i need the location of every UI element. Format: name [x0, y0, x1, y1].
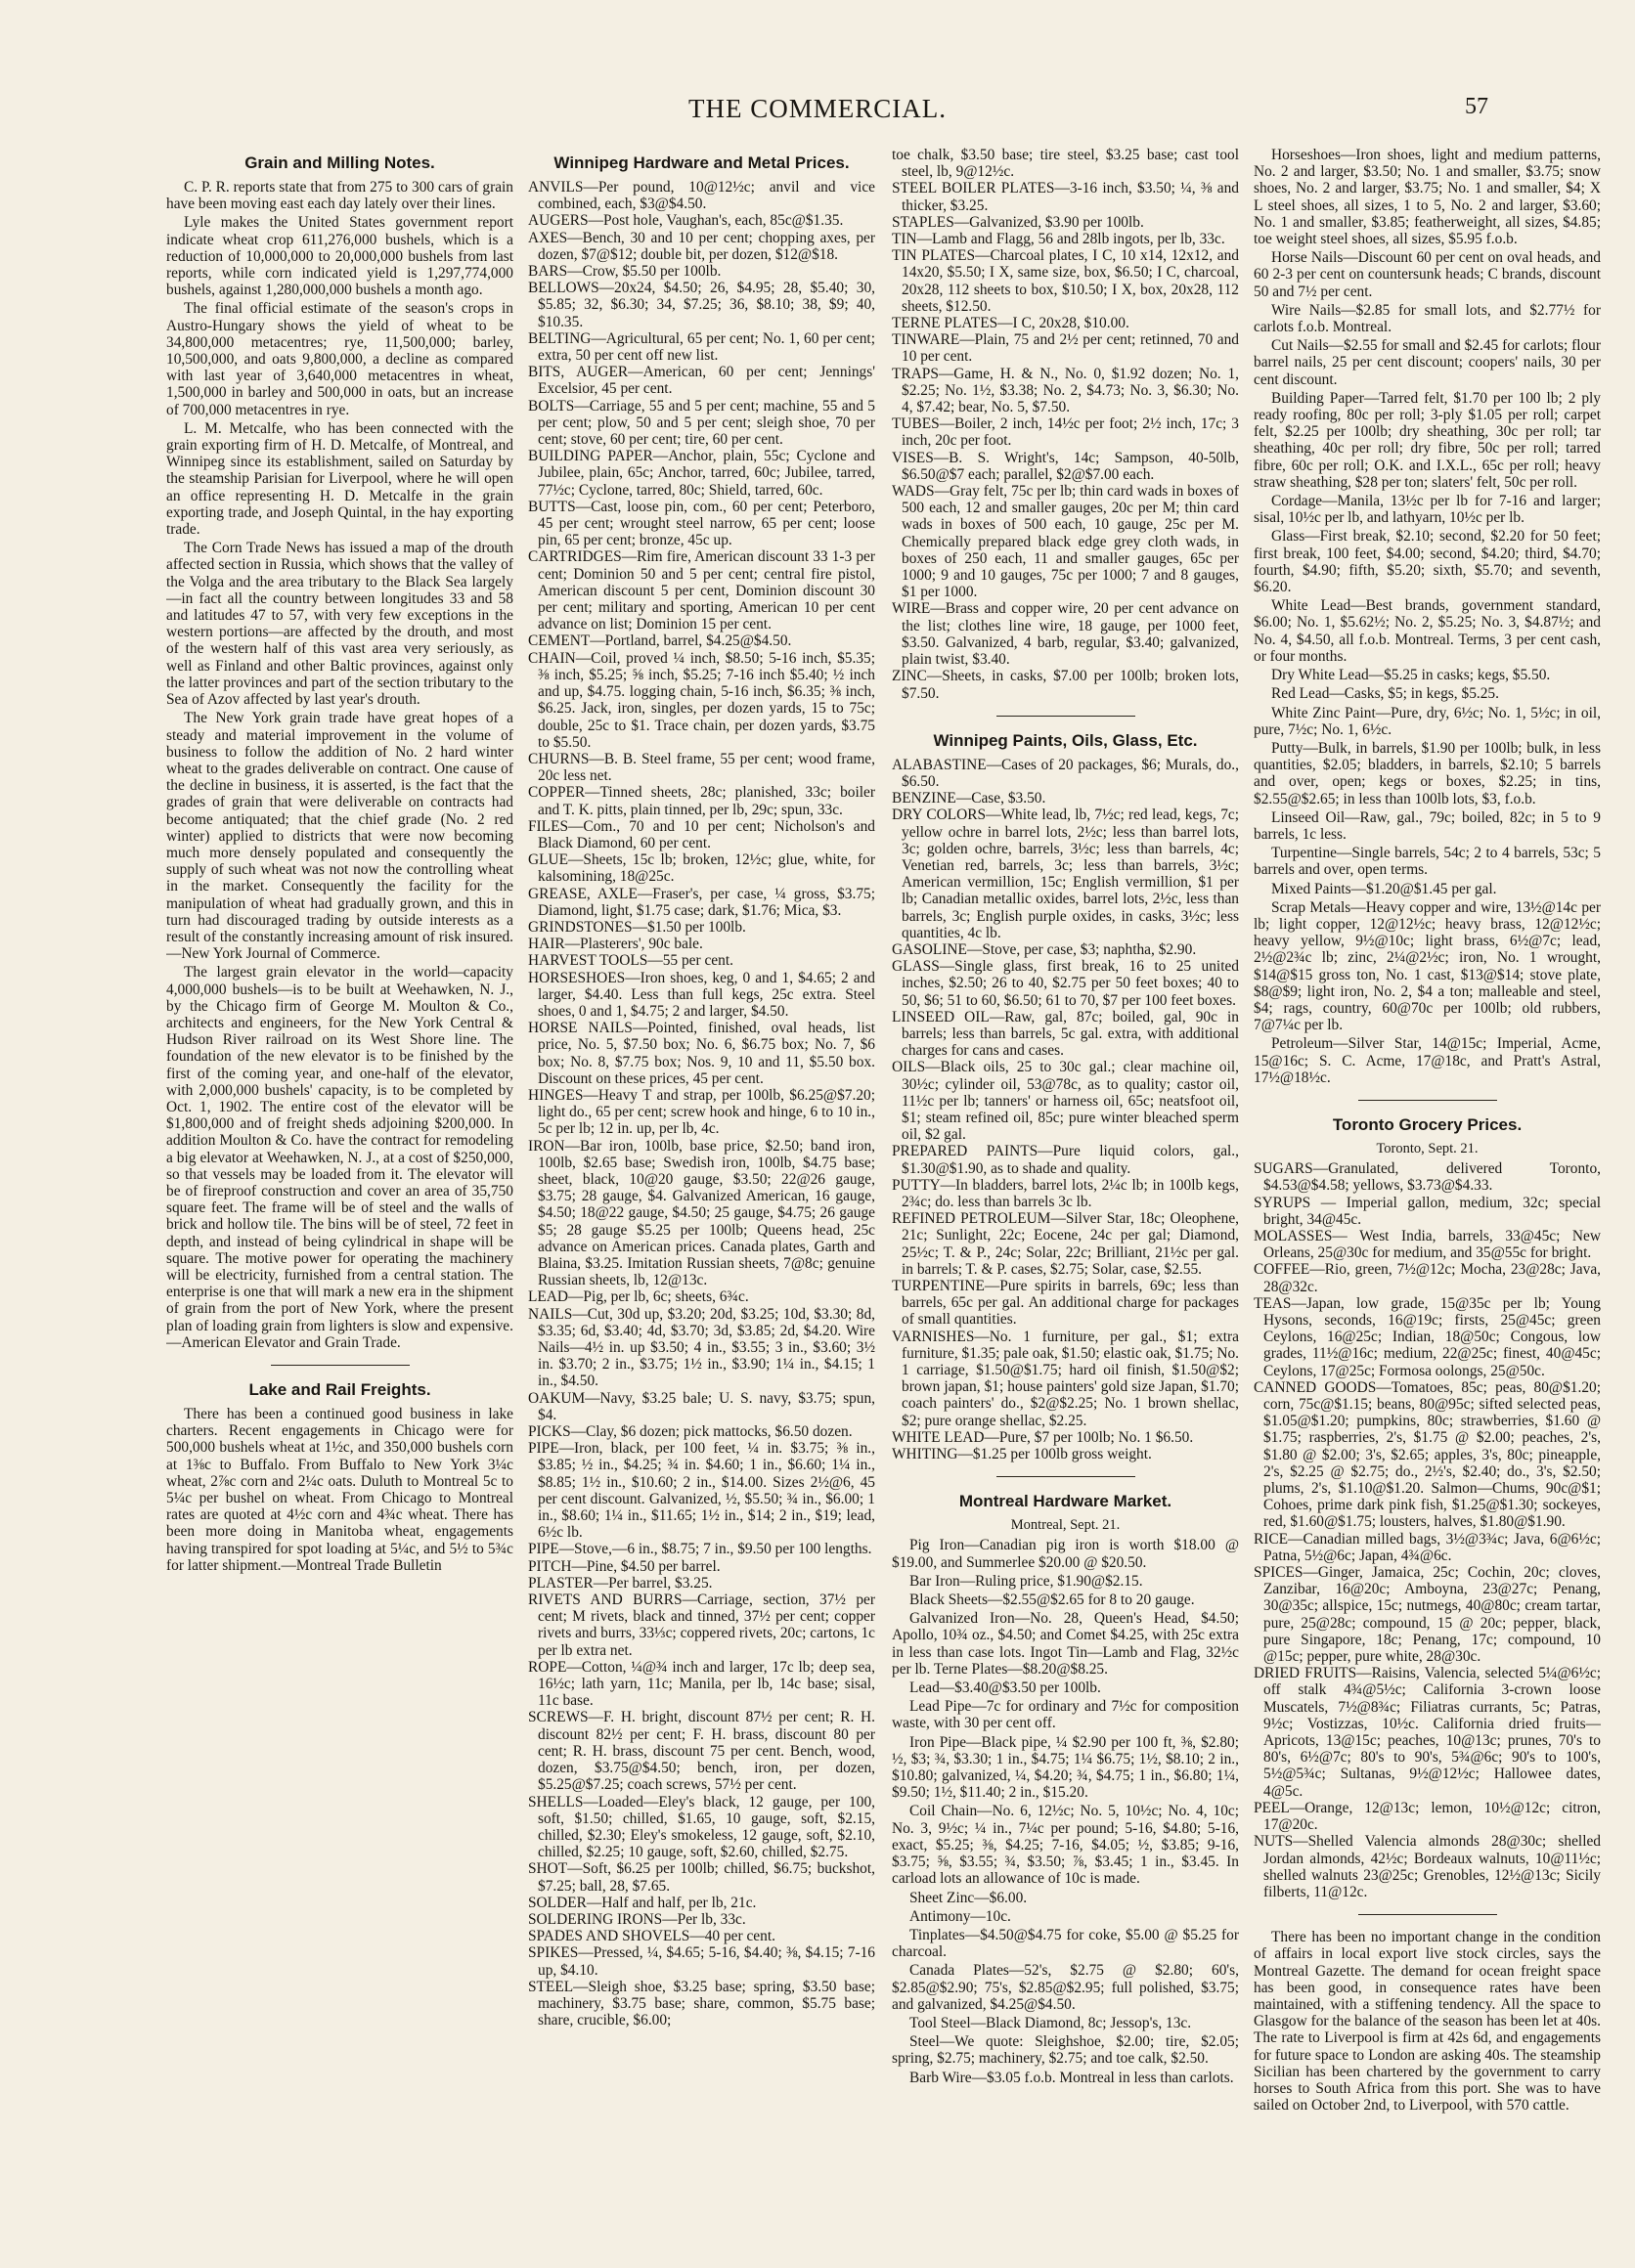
price-entry: SPIKES—Pressed, ¼, $4.65; 5-16, $4.40; ⅜, $4.15; 7-16 up, $4.10. [528, 1944, 875, 1979]
grain-paragraph: C. P. R. reports state that from 275 to 300 cars of grain have been moving east each day lately over their lines. [166, 179, 513, 213]
price-entry: GREASE, AXLE—Fraser's, per case, ¼ gross, $3.75; Diamond, light, $1.75 case; dark, $1.76; Mica, $3. [528, 885, 875, 919]
price-entry: OAKUM—Navy, $3.25 bale; U. S. navy, $3.75; spun, $4. [528, 1389, 875, 1423]
price-entry: TEAS—Japan, low grade, 15@35c per lb; Young Hysons, seconds, 16@19c; firsts, 25@45c; green Ceylons, 16@25c; Indian, 18@50c; Congous, low grades, 11½@16c; medium, 22@25c; finest, 40@45c; Ceylons, 17@25c; Formosa oolongs, 25@50c. [1254, 1294, 1601, 1379]
price-entry: STEEL—Sleigh shoe, $3.25 base; spring, $3.50 base; machinery, $3.75 base; share, common, $5.75 base; share, crucible, $6.00; [528, 1978, 875, 2029]
price-entry: CANNED GOODS—Tomatoes, 85c; peas, 80@$1.20; corn, 75c@$1.15; beans, 80@95c; sifted selected peas, $1.05@$1.20; pumpkins, 80c; strawberries, $1.60 @ $1.75; raspberries, 2's, $1.75 @ $2.00; peaches, 2's, $1.80 @ $2.00; 3's, $2.65; apples, 3's, 80c; pineapple, 2's, $2.25 @ $2.75; do., 2½'s, $2.40; do., 3's, $2.50; plums, 2's, $1.10@$1.20. Salmon—Chums, 90c@$1; Cohoes, prime dark pink fish, $1.25@$1.30; sockeyes, red, $1.60@$1.75; lousters, halves, $1.80@$1.90. [1254, 1378, 1601, 1531]
price-entry: ALABASTINE—Cases of 20 packages, $6; Murals, do., $6.50. [892, 756, 1239, 790]
price-entry: REFINED PETROLEUM—Silver Star, 18c; Oleophene, 21c; Sunlight, 22c; Eocene, 24c per gal; Diamond, 25½c; T. & P., 24c; Solar, 22c; Brilliant, 21½c per gal. in barrels; T. & P. cases, $2.75; Solar, case, $2.55. [892, 1210, 1239, 1278]
price-entry: PLASTER—Per barrel, $3.25. [528, 1574, 713, 1592]
price-entry: toe chalk, $3.50 base; tire steel, $3.25 base; cast tool steel, lb, 9@12½c. [892, 147, 1239, 181]
price-entry: SHELLS—Loaded—Eley's black, 12 gauge, per 100, soft, $1.50; chilled, $1.65, 10 gauge, soft, $2.15, chilled, $2.30; Eley's smokeless, 12 gauge, soft, $2.10, chilled, $2.25; 10 gauge, soft, $2.60, chilled, $2.75. [528, 1793, 875, 1861]
price-entry: BARS—Crow, $5.50 per 100lb. [528, 263, 722, 281]
price-entry: SHOT—Soft, $6.25 per 100lb; chilled, $6.75; buckshot, $7.25; ball, 28, $7.65. [528, 1860, 875, 1895]
grain-paragraph: The largest grain elevator in the world—capacity 4,000,000 bushels—is to be built at Weehawken, N. J., by the Chicago firm of George M. Moulton & Co., architects and engineers, for the New York Central & Hudson River railroad on its West Shore line. The foundation of the new elevator is to be finished by the first of the coming year, and one-half of the elevator, with 2,000,000 bushels' capacity, is to be completed by Oct. 1, 1902. The entire cost of the elevator will be $1,800,000 and of freight sheds adjoining $200,000. In addition Moulton & Co. have the contract for remodeling a big elevator at Weehawken, N. J., at a cost of $250,000, so that vessels may be loaded from it. The elevator will be of fireproof construction and cover an area of 35,750 square feet. The frame will be of steel and the walls of brick and hollow tile. The bins will be of steel, 72 feet in depth, and instead of being cylindrical in shape will be square. The motive power for operating the machinery will be electricity, furnished from a central station. The enterprise is one that will mark a new era in the shipment of grain from the port of New York, where the present plan of loading grain from lighters is slow and expensive.—American Elevator and Grain Trade. [166, 964, 513, 1351]
price-entry: GRINDSTONES—$1.50 per 100lb. [528, 918, 746, 936]
price-entry: WHITE LEAD—Pure, $7 per 100lb; No. 1 $6.50. [892, 1428, 1194, 1446]
price-entry: COFFEE—Rio, green, 7½@12c; Mocha, 23@28c; Java, 28@32c. [1254, 1261, 1601, 1295]
grain-paragraph: Lyle makes the United States government report indicate wheat crop 611,276,000 bushels, which is a reduction of 10,000,000 to 20,000,000 bushels from last reports, while corn indicated yield is 1,297,774,000 bushels, against 1,280,000,000 bushels a month ago. [166, 214, 513, 299]
column-2 [528, 147, 875, 2248]
freights-paragraph: There has been a continued good business in lake charters. Recent engagements in Chicago were for 500,000 bushels wheat at 1½c, and 350,000 bushels corn at 1⅜c to Buffalo. From Buffalo to New York 3¼c wheat, 2⅞c corn and 2¼c oats. Duluth to Montreal 5c to 5¼c per bushel on wheat. From Chicago to Montreal rates are quoted at 4½c corn and 4¾c wheat. There has been more doing in Manitoba wheat, engagements having transpired for spot loading at 5¼c, and 5½ to 5¾c for latter shipment.—Montreal Trade Bulletin [166, 1406, 513, 1574]
price-entry: BOLTS—Carriage, 55 and 5 per cent; machine, 55 and 5 per cent; plow, 50 and 5 per cent; sleigh shoe, 70 per cent; stove, 60 per cent; tire, 60 per cent. [528, 397, 875, 449]
price-entry: OILS—Black oils, 25 to 30c gal.; clear machine oil, 30½c; cylinder oil, 53@78c, as to quality; castor oil, 11½c per lb; tanners' or harness oil, 65c; neatsfoot oil, $1; steam refined oil, 85c; pure winter bleached sperm oil, $2 gal. [892, 1059, 1239, 1144]
page-number: 57 [1465, 94, 1488, 119]
price-entry: BUILDING PAPER—Anchor, plain, 55c; Cyclone and Jubilee, plain, 65c; Anchor, tarred, 60c; Jubilee, tarred, 77½c; Cyclone, tarred, 80c; Shield, tarred, 60c. [528, 448, 875, 499]
price-entry: Canada Plates—52's, $2.75 @ $2.80; 60's, $2.85@$2.90; 75's, $2.85@$2.95; full polished, $3.75; and galvanized, $4.25@$4.50. [892, 1962, 1239, 2013]
publication-title: THE COMMERCIAL. [688, 94, 947, 123]
price-entry: IRON—Bar iron, 100lb, base price, $2.50; band iron, 100lb, $2.65 base; Swedish iron, 100lb, $4.75 base; sheet, black, 10@20 gauge, $3.50; 22@26 gauge, $3.75; 28 gauge, $4. Galvanized American, 16 gauge, $4.50; 18@22 gauge, $4.50; 25 gauge, $4.75; 26 gauge $5; 28 gauge $5.25 per 100lb; Queens head, 25c advance on American prices. Canada plates, Garth and Blaina, $3.25. Imitation Russian sheets, 7@8c; genuine Russian sheets, lb, 12@13c. [528, 1137, 875, 1289]
price-entry: Glass—First break, $2.10; second, $2.20 for 50 feet; first break, 100 feet, $4.00; second, $4.20; third, $4.70; fourth, $4.90; fifth, $5.20; sixth, $5.70; and seventh, $6.20. [1254, 528, 1601, 596]
price-entry: BELLOWS—20x24, $4.50; 26, $4.95; 28, $5.40; 30, $5.85; 32, $6.30; 34, $7.25; 36, $8.10; 38, $9; 40, $10.35. [528, 280, 875, 330]
price-entry: WADS—Gray felt, 75c per lb; thin card wads in boxes of 500 each, 12 and smaller gauges, 20c per M; thin card wads in boxes of 500 each, 10 gauge, 25c per M. Chemically prepared black edge grey cloth wads, in boxes of 250 each, 11 and smaller gauges, 65c per 1000; 9 and 10 gauges, 75c per 1000; 7 and 8 gauges, $1 per 1000. [892, 483, 1239, 601]
price-entry: WIRE—Brass and copper wire, 20 per cent advance on the list; clothes line wire, 18 gauge, per 1000 feet, $3.50. Galvanized, 4 barb, regular, $3.40; galvanized, plain twist, $3.40. [892, 600, 1239, 669]
price-entry: Lead—$3.40@$3.50 per 100lb. [909, 1679, 1101, 1697]
price-entry: STEEL BOILER PLATES—3-16 inch, $3.50; ¼, ⅜ and thicker, $3.25. [892, 180, 1239, 214]
live-stock-paragraph: There has been no important change in the condition of affairs in local export live stock circles, says the Montreal Gazette. The demand for ocean freight space has been good, in consequence rates have been maintained, with a stiffening tendency. All the space to Glasgow for the balance of the season has been let at 40s. The rate to Liverpool is firm at 42s 6d, and engagements for future space to London are asking 40s. The steamship Sicilian has been chartered by the government to carry horses to South Africa from this port. She was to have sailed on October 2nd, to Liverpool, with 570 cattle. [1254, 1929, 1601, 2115]
price-entry: PIPE—Iron, black, per 100 feet, ¼ in. $3.75; ⅜ in., $3.85; ½ in., $4.25; ¾ in. $4.60; 1 in., $6.60; 1¼ in., $8.85; 1½ in., $10.60; 2 in., $14.00. Sizes 2½@6, 45 per cent discount. Galvanized, ½, $5.50; ¾ in., $6.00; 1 in., $8.60; 1¼ in., $11.65; 1½ in., $14; 2 in., $19; lead, 6½c lb. [528, 1440, 875, 1542]
price-entry: BITS, AUGER—American, 60 per cent; Jennings' Excelsior, 45 per cent. [528, 364, 875, 398]
price-entry: Dry White Lead—$5.25 in casks; kegs, $5.50. [1271, 667, 1551, 684]
price-entry: HORSE NAILS—Pointed, finished, oval heads, list price, No. 5, $7.50 box; No. 6, $6.75 box; No. 7, $6 box; No. 8, $7.75 box; Nos. 9, 10 and 11, $5.50 box. Discount on these prices, 45 per cent. [528, 1020, 875, 1087]
price-entry: Linseed Oil—Raw, gal., 79c; boiled, 82c; in 5 to 9 barrels, 1c less. [1254, 808, 1601, 843]
price-entry: CHURNS—B. B. Steel frame, 55 per cent; wood frame, 20c less net. [528, 750, 875, 785]
price-entry: SOLDERING IRONS—Per lb, 33c. [528, 1910, 746, 1928]
price-entry: Pig Iron—Canadian pig iron is worth $18.00 @ $19.00, and Summerlee $20.00 @ $20.50. [892, 1537, 1239, 1571]
grain-paragraph: L. M. Metcalfe, who has been connected with the grain exporting firm of H. D. Metcalfe, of Montreal, and Winnipeg since its establishment, sailed on Saturday by the steamship Parisian for Liverpool, where he will open an office representing H. D. Metcalfe in the grain exporting trade, and Joseph Quintal, in the hay exporting trade. [166, 419, 513, 539]
price-entry: AUGERS—Post hole, Vaughan's, each, 85c@$1.35. [528, 212, 844, 230]
section-divider [271, 1365, 410, 1366]
price-entry: PEEL—Orange, 12@13c; lemon, 10½@12c; citron, 17@20c. [1254, 1799, 1601, 1834]
hardware-price-list [528, 179, 875, 2028]
price-entry: WHITING—$1.25 per 100lb gross weight. [892, 1446, 1152, 1463]
price-entry: Barb Wire—$3.05 f.o.b. Montreal in less than carlots. [909, 2069, 1234, 2086]
price-entry: NAILS—Cut, 30d up, $3.20; 20d, $3.25; 10d, $3.30; 8d, $3.35; 6d, $3.40; 4d, $3.70; 3d, $3.85; 2d, $4.20. Wire Nails—4½ in. up $3.50; 4 in., $3.55; 3 in., $3.60; 3½ in. $3.70; 2 in., $3.75; 1½ in., $3.90; 1¼ in., $4.15; 1 in., $4.50. [528, 1305, 875, 1390]
price-entry: NUTS—Shelled Valencia almonds 28@30c; shelled Jordan almonds, 42½c; Bordeaux walnuts, 10@11½c; shelled walnuts 23@25c; Grenobles, 12½@13c; Sicily filberts, 11@12c. [1254, 1833, 1601, 1900]
price-entry: TIN—Lamb and Flagg, 56 and 28lb ingots, per lb, 33c. [892, 231, 1225, 248]
section-divider [1358, 1100, 1497, 1101]
price-entry: RICE—Canadian milled bags, 3½@3¾c; Java, 6@6½c; Patna, 5½@6c; Japan, 4¾@6c. [1254, 1530, 1601, 1564]
montreal-price-list-continued [1254, 147, 1601, 1086]
price-entry: TERNE PLATES—I C, 20x28, $10.00. [892, 315, 1129, 332]
price-entry: CEMENT—Portland, barrel, $4.25@$4.50. [528, 632, 792, 650]
price-entry: White Lead—Best brands, government standard, $6.00; No. 1, $5.62½; No. 2, $5.25; No. 3, $4.87½; and No. 4, $4.50, all f.o.b. Montreal. Terms, 3 per cent cash, or four months. [1254, 597, 1601, 665]
toronto-grocery-heading: Toronto Grocery Prices. [1332, 1114, 1523, 1134]
price-entry: Bar Iron—Ruling price, $1.90@$2.15. [909, 1572, 1143, 1590]
column-1 [166, 147, 513, 2248]
price-entry: VARNISHES—No. 1 furniture, per gal., $1; extra furniture, $1.35; pale oak, $1.50; elastic oak, $1.75; No. 1 carriage, $1.50@$1.75; hard oil finish, $1.50@$2; brown japan, $1; house painters' gold size Japan, $1.70; coach painters' do., $2@$2.25; No. 1 brown shellac, $2; pure orange shellac, $2.25. [892, 1328, 1239, 1429]
paints-heading: Winnipeg Paints, Oils, Glass, Etc. [933, 730, 1198, 750]
price-entry: Turpentine—Single barrels, 54c; 2 to 4 barrels, 53c; 5 barrels and over, open terms. [1254, 845, 1601, 879]
price-entry: SOLDER—Half and half, per lb, 21c. [528, 1894, 757, 1911]
price-entry: HORSESHOES—Iron shoes, keg, 0 and 1, $4.65; 2 and larger, $4.40. Less than full kegs, 25c extra. Steel shoes, 0 and 1, $4.75; 2 and larger, $4.50. [528, 969, 875, 1020]
price-entry: Wire Nails—$2.85 for small lots, and $2.77½ for carlots f.o.b. Montreal. [1254, 301, 1601, 336]
price-entry: AXES—Bench, 30 and 10 per cent; chopping axes, per dozen, $7@$12; double bit, per dozen, $12@$18. [528, 229, 875, 263]
price-entry: SYRUPS — Imperial gallon, medium, 32c; special bright, 34@45c. [1254, 1194, 1601, 1228]
price-entry: Steel—We quote: Sleighshoe, $2.00; tire, $2.05; spring, $2.75; machinery, $2.75; and toe calk, $2.50. [892, 2033, 1239, 2068]
price-entry: COPPER—Tinned sheets, 28c; planished, 33c; boiler and T. K. pitts, plain tinned, per lb, 29c; spun, 33c. [528, 784, 875, 818]
paints-price-list [892, 757, 1239, 1463]
grain-notes-heading: Grain and Milling Notes. [244, 153, 435, 172]
price-entry: PIPE—Stove,—6 in., $8.75; 7 in., $9.50 per 100 lengths. [528, 1541, 872, 1558]
price-entry: Lead Pipe—7c for ordinary and 7½c for composition waste, with 30 per cent off. [892, 1698, 1239, 1732]
price-entry: Red Lead—Casks, $5; in kegs, $5.25. [1271, 685, 1499, 703]
price-entry: BENZINE—Case, $3.50. [892, 790, 1046, 807]
price-entry: Cut Nails—$2.55 for small and $2.45 for carlots; flour barrel nails, 25 per cent discount; coopers' nails, 30 per cent discount. [1254, 337, 1601, 388]
montreal-price-list [892, 1537, 1239, 2085]
price-entry: BELTING—Agricultural, 65 per cent; No. 1, 60 per cent; extra, 50 per cent off new list. [528, 329, 875, 365]
price-entry: FILES—Com., 70 and 10 per cent; Nicholson's and Black Diamond, 60 per cent. [528, 817, 875, 851]
price-entry: PREPARED PAINTS—Pure liquid colors, gal., $1.30@$1.90, as to shade and quality. [892, 1143, 1239, 1177]
toronto-price-list [1254, 1160, 1601, 1900]
price-entry: Cordage—Manila, 13½c per lb for 7-16 and larger; sisal, 10½c per lb, and lathyarn, 10½c per lb. [1254, 493, 1601, 527]
price-entry: BUTTS—Cast, loose pin, com., 60 per cent; Peterboro, 45 per cent; wrought steel narrow, 65 per cent; loose pin, 65 per cent; bronze, 45c up. [528, 498, 875, 549]
grain-paragraph: The New York grain trade have great hopes of a steady and material improvement in the volume of business to follow the addition of No. 2 hard winter wheat to the grades deliverable on contract. One cause of the decline in business, it is asserted, is the fact that the grades of grain that were deliverable on contracts had become antiquated; that the chief grade (No. 2 red winter) applied to districts that were now becoming much more densely populated and consequently the supply of such wheat was not now the controlling wheat in the market. Consequently the facility for the manipulation of wheat had gradually grown, and this in turn had discouraged trading by outside interests as a result of the constantly increasing amount of risk insured.—New York Journal of Commerce. [166, 710, 513, 963]
montreal-dateline: Montreal, Sept. 21. [1010, 1517, 1121, 1534]
price-entry: Scrap Metals—Heavy copper and wire, 13½@14c per lb; light copper, 12@12½c; heavy brass, 12@12½c; heavy yellow, 9½@10c; light brass, 6½@7c; lead, 2½@2¾c lb; zinc, 2¼@2½c; iron, No. 1 wrought, $14@$15 gross ton, No. 1 cast, $13@$14; stove plate, $8@$9; light iron, No. 2, $4 a ton; malleable and steel, $4; rags, country, 60@70c per 100lb; old rubbers, 7@7¼c per lb. [1254, 898, 1601, 1034]
price-entry: TUBES—Boiler, 2 inch, 14½c per foot; 2½ inch, 17c; 3 inch, 20c per foot. [892, 415, 1239, 450]
price-entry: RIVETS AND BURRS—Carriage, section, 37½ per cent; M rivets, black and tinned, 37½ per cent; copper rivets and burrs, 33⅓c; coppered rivets, 20c; cartons, 1c per lb extra net. [528, 1592, 875, 1659]
price-entry: CHAIN—Coil, proved ¼ inch, $8.50; 5-16 inch, $5.35; ⅜ inch, $5.25; ⅝ inch, $5.25; 7-16 inch $5.40; ½ inch and up, $4.75. logging chain, 5-16 inch, $6.35; ⅜ inch, $6.25. Jack, iron, singles, per dozen yards, 15 to 75c; double, 25c to $1. Trace chain, per dozen yards, $3.75 to $5.50. [528, 649, 875, 751]
masthead [0, 94, 1635, 133]
price-entry: TIN PLATES—Charcoal plates, I C, 10 x14, 12x12, and 14x20, $5.50; I X, same size, box, $6.50; I C, charcoal, 20x28, 112 sheets to box, $10.50; I X, box, 20x28, 112 sheets, $12.50. [892, 247, 1239, 315]
price-entry: TURPENTINE—Pure spirits in barrels, 69c; less than barrels, 65c per gal. An additional charge for packages of small quantities. [892, 1278, 1239, 1329]
section-divider [996, 716, 1135, 717]
montreal-hardware-heading: Montreal Hardware Market. [958, 1492, 1172, 1511]
price-entry: STAPLES—Galvanized, $3.90 per 100lb. [892, 213, 1144, 231]
price-entry: Antimony—10c. [909, 1907, 1011, 1925]
price-entry: GASOLINE—Stove, per case, $3; naphtha, $2.90. [892, 940, 1197, 958]
price-entry: Horseshoes—Iron shoes, light and medium patterns, No. 2 and larger, $3.50; No. 1 and smaller, $3.75; snow shoes, No. 2 and larger, $3.75; No. 1 and smaller, $4; X L steel shoes, all sizes, 1 to 5, No. 2 and larger, $3.60; No. 1 and smaller, $3.85; featherweight, all sizes, $4.85; toe weight steel shoes, all sizes, $5.95 f.o.b. [1254, 147, 1601, 248]
price-entry: Galvanized Iron—No. 28, Queen's Head, $4.50; Apollo, 10¾ oz., $4.50; and Comet $4.25, with 25c extra in less than case lots. Ingot Tin—Lamb and Flag, 32½c per lb. Terne Plates—$8.20@$8.25. [892, 1610, 1239, 1678]
price-entry: Building Paper—Tarred felt, $1.70 per 100 lb; 2 ply ready roofing, 80c per roll; 3-ply $1.05 per roll; carpet felt, $2.25 per 100lb; dry sheathing, 30c per roll; tar sheathing, 40c per roll; dry fibre, 50c per roll; tarred fibre, 60c per roll; O.K. and I.X.L., 65c per roll; heavy straw sheathing, $28 per ton; slaters' felt, 50c per roll. [1254, 389, 1601, 491]
hardware-price-list-continued [892, 147, 1239, 702]
column-4 [1254, 147, 1601, 2248]
grain-paragraph: The final official estimate of the season's crops in Austro-Hungary shows the yield of wheat to be 34,800,000 metacentres; rye, 11,500,000; barley, 10,500,000, and oats 9,800,000, a decline as compared with last year of 3,640,000 metacentres in wheat, 1,500,000 in barley and 500,000 in oats, but an increase of 700,000 metacentres in rye. [166, 300, 513, 418]
price-entry: LINSEED OIL—Raw, gal, 87c; boiled, gal, 90c in barrels; less than barrels, 5c gal. extra, with additional charges for cans and cases. [892, 1008, 1239, 1060]
price-entry: Mixed Paints—$1.20@$1.45 per gal. [1271, 880, 1497, 897]
price-entry: GLASS—Single glass, first break, 16 to 25 united inches, $2.50; 26 to 40, $2.75 per 50 feet boxes; 40 to 50, $6; 51 to 60, $6.50; 61 to 70, $7 per 100 feet boxes. [892, 958, 1239, 1009]
price-entry: CARTRIDGES—Rim fire, American discount 33 1-3 per cent; Dominion 50 and 5 per cent; central fire pistol, American discount 5 per cent, Dominion discount 30 per cent; military and sporting, American 10 per cent advance on list; Dominion 15 per cent. [528, 548, 875, 633]
price-entry: Black Sheets—$2.55@$2.65 for 8 to 20 gauge. [909, 1592, 1195, 1609]
price-entry: ROPE—Cotton, ¼@¾ inch and larger, 17c lb; deep sea, 16½c; lath yarn, 11c; Manila, per lb, 14c base; sisal, 11c base. [528, 1658, 875, 1710]
price-entry: PITCH—Pine, $4.50 per barrel. [528, 1557, 721, 1575]
price-entry: Sheet Zinc—$6.00. [909, 1889, 1028, 1906]
price-entry: HAIR—Plasterers', 90c bale. [528, 936, 703, 953]
price-entry: SUGARS—Granulated, delivered Toronto, $4.53@$4.58; yellows, $3.73@$4.33. [1254, 1160, 1601, 1195]
price-entry: TRAPS—Game, H. & N., No. 0, $1.92 dozen; No. 1, $2.25; No. 1½, $3.38; No. 2, $4.73; No. 3, $6.30; No. 4, $7.42; bear, No. 5, $7.50. [892, 365, 1239, 416]
price-entry: PUTTY—In bladders, barrel lots, 2¼c lb; in 100lb kegs, 2¾c; do. less than barrels 3c lb. [892, 1176, 1239, 1210]
grain-paragraph: The Corn Trade News has issued a map of the drouth affected section in Russia, which shows that the valley of the Volga and the area tributary to the Black Sea largely—in fact all the country between longitudes 33 and 58 and latitudes 47 to 57, with very few exceptions in the western portions—are affected by the drouth, and most of the western half of this vast area very seriously, as well as Finland and other Baltic provinces, against only the latter provinces and part of the section tributary to the Sea of Azov affected by last year's drouth. [166, 540, 513, 709]
price-entry: HARVEST TOOLS—55 per cent. [528, 952, 733, 970]
price-entry: HINGES—Heavy T and strap, per 100lb, $6.25@$7.20; light do., 65 per cent; screw hook and hinge, 6 to 10 in., 5c per lb; 12 in. up, per lb, 4c. [528, 1086, 875, 1138]
price-entry: DRY COLORS—White lead, lb, 7½c; red lead, kegs, 7c; yellow ochre in barrel lots, 2½c; less than barrel lots, 3c; golden ochre, barrels, 3½c; less than barrels, 4c; Venetian red, barrels, 3c; less than barrels, 3½c; American vermillion, 15c; English vermillion, $1 per lb; Canadian metallic oxides, barrel lots, 2½c, less than barrels, 3c; English purple oxides, in casks, 3½c; less quantities, 4c lb. [892, 807, 1239, 941]
price-entry: VISES—B. S. Wright's, 14c; Sampson, 40-50lb, $6.50@$7 each; parallel, $2@$7.00 each. [892, 449, 1239, 483]
price-entry: ANVILS—Per pound, 10@12½c; anvil and vice combined, each, $3@$4.50. [528, 179, 875, 213]
price-entry: SCREWS—F. H. bright, discount 87½ per cent; R. H. discount 82½ per cent; F. H. brass, discount 80 per cent; R. H. brass, discount 75 per cent. Bench, wood, dozen, $3.75@$4.50; bench, iron, per dozen, $5.25@$7.25; coach screws, 57½ per cent. [528, 1709, 875, 1794]
price-entry: Petroleum—Silver Star, 14@15c; Imperial, Acme, 15@16c; S. C. Acme, 17@18c, and Pratt's Astral, 17½@18½c. [1254, 1035, 1601, 1086]
section-divider [996, 1476, 1135, 1477]
price-entry: Iron Pipe—Black pipe, ¼ $2.90 per 100 ft, ⅜, $2.80; ½, $3; ¾, $3.30; 1 in., $4.75; 1¼ $6.75; 1½, $8.10; 2 in., $10.80; galvanized, ¼, $4.20; ¾, $4.75; 1 in., $6.80; 1¼, $9.50; 1½, $11.40; 2 in., $15.20. [892, 1733, 1239, 1802]
section-divider [1358, 1914, 1497, 1915]
price-entry: Coil Chain—No. 6, 12½c; No. 5, 10½c; No. 4, 10c; No. 3, 9½c; ¼ in., 7¼c per pound; 5-16, $4.80; 5-16, exact, $5.25; ⅜, $4.25; 7-16, $4.05; ½, $3.85; 9-16, $3.75; ⅝, $3.55; ¾, $3.50; ⅞, $3.45; 1 in., $3.45. In carload lots an allowance of 10c is made. [892, 1803, 1239, 1888]
price-entry: SPADES AND SHOVELS—40 per cent. [528, 1928, 775, 1945]
price-entry: Putty—Bulk, in barrels, $1.90 per 100lb; bulk, in less quantities, $2.05; bladders, in barrels, $2.10; 5 barrels and over, open; kegs or boxes, $2.25; in tins, $2.55@$2.65; in less than 100lb lots, $3, f.o.b. [1254, 739, 1601, 807]
price-entry: White Zinc Paint—Pure, dry, 6½c; No. 1, 5½c; in oil, pure, 7½c; No. 1, 6½c. [1254, 704, 1601, 738]
price-entry: DRIED FRUITS—Raisins, Valencia, selected 5¼@6½c; off stalk 4¾@5½c; California 3-crown loose Muscatels, 7½@8¾c; Filiatras currants, 5c; Patras, 9½c; Vostizzas, 10½c. California dried fruits—Apricots, 13@15c; peaches, 10@13c; prunes, 70's to 80's, 6½@7c; 80's to 90's, 5¾@6c; 90's to 100's, 5½@5¾c; Sultanas, 9½@12½c; Hallowee dates, 4@5c. [1254, 1665, 1601, 1800]
price-entry: TINWARE—Plain, 75 and 2½ per cent; retinned, 70 and 10 per cent. [892, 331, 1239, 366]
price-entry: SPICES—Ginger, Jamaica, 25c; Cochin, 20c; cloves, Zanzibar, 16@20c; Amboyna, 23@27c; Penang, 30@35c; allspice, 15c; nutmegs, 40@80c; cream tartar, pure, 25@28c; compound, 15 @ 20c; pepper, black, pure Singapore, 18c; Penang, 17c; compound, 10 @15c; pepper, pure white, 28@30c. [1254, 1564, 1601, 1666]
column-3 [892, 147, 1239, 2248]
price-entry: ZINC—Sheets, in casks, $7.00 per 100lb; broken lots, $7.50. [892, 668, 1239, 702]
price-entry: MOLASSES— West India, barrels, 33@45c; New Orleans, 25@30c for medium, and 35@55c for bright. [1254, 1227, 1601, 1262]
price-entry: LEAD—Pig, per lb, 6c; sheets, 6¾c. [528, 1288, 749, 1306]
toronto-dateline: Toronto, Sept. 21. [1376, 1140, 1479, 1156]
price-entry: Tool Steel—Black Diamond, 8c; Jessop's, 13c. [909, 2014, 1192, 2031]
price-entry: PICKS—Clay, $6 dozen; pick mattocks, $6.50 dozen. [528, 1423, 853, 1441]
price-entry: Tinplates—$4.50@$4.75 for coke, $5.00 @ $5.25 for charcoal. [892, 1926, 1239, 1961]
price-entry: Horse Nails—Discount 60 per cent on oval heads, and 60 2-3 per cent on countersunk heads; C brands, discount 50 and 7½ per cent. [1254, 249, 1601, 300]
hardware-prices-heading: Winnipeg Hardware and Metal Prices. [553, 153, 850, 172]
price-entry: GLUE—Sheets, 15c lb; broken, 12½c; glue, white, for kalsomining, 18@25c. [528, 851, 875, 886]
freights-heading: Lake and Rail Freights. [248, 1380, 431, 1400]
